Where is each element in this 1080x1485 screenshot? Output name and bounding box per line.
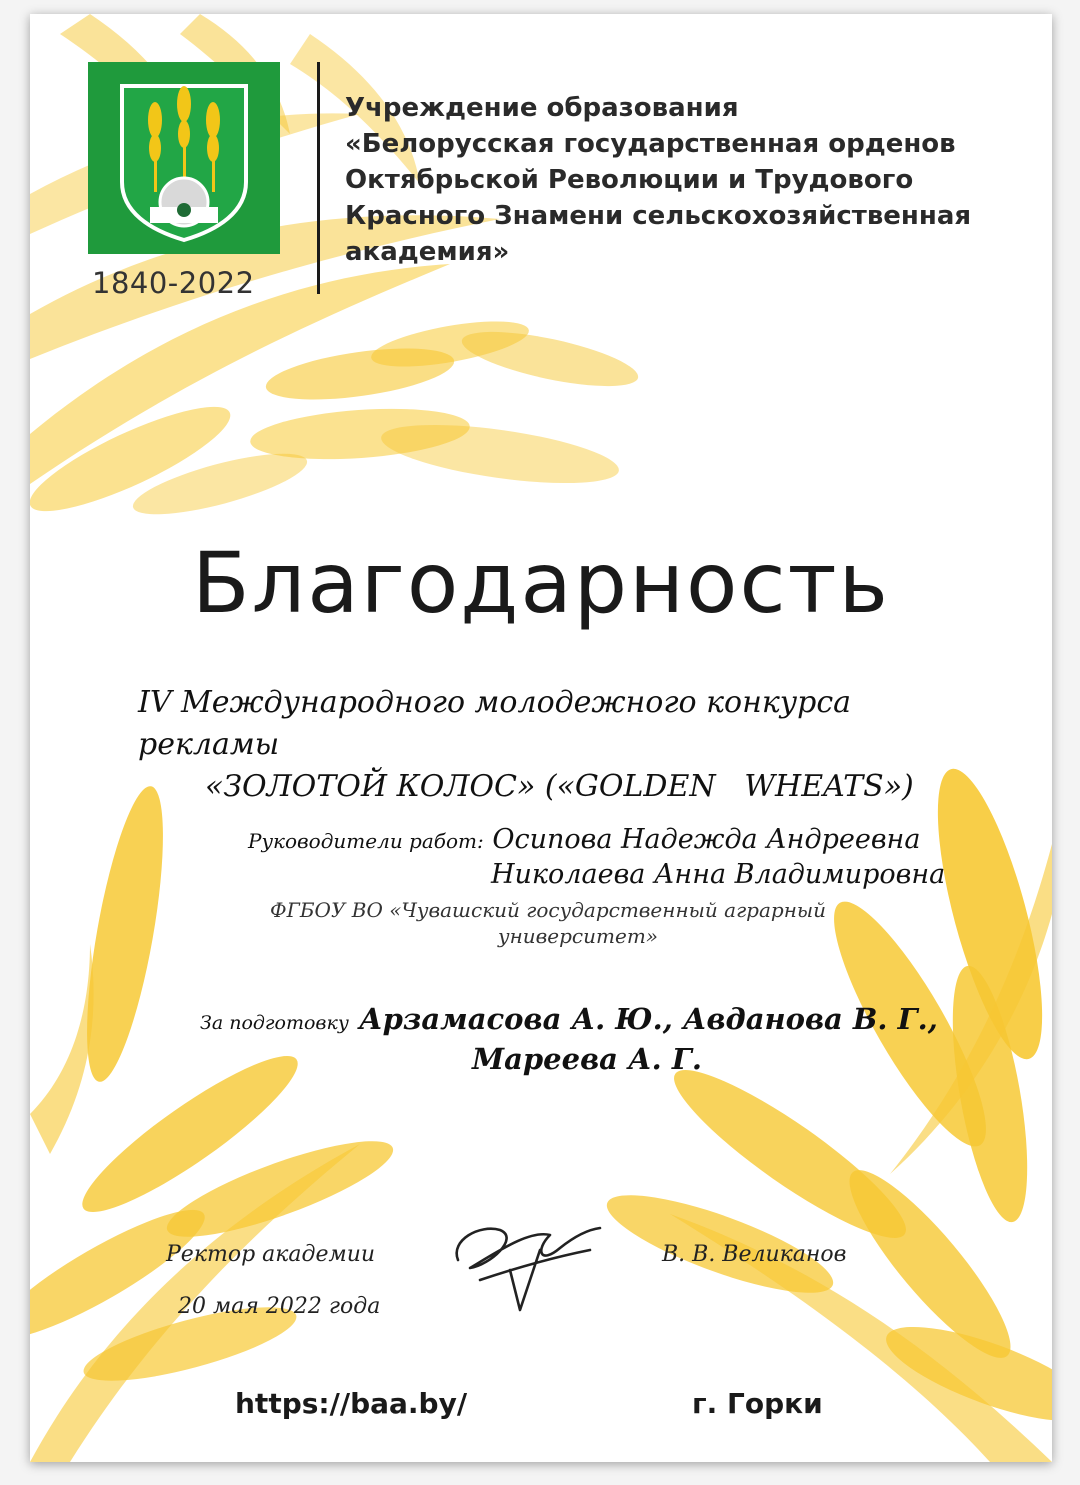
leader-name-1: Осипова Надежда Андреевна: [492, 824, 921, 855]
contest-name: [130, 682, 980, 808]
leaders-block: [248, 824, 968, 948]
contest-line-1: IV Международного молодежного конкурса рекламы: [138, 685, 852, 762]
institution-line-4: Красного Знамени сельскохозяйственная: [345, 201, 972, 231]
website-url[interactable]: https://baa.by/: [235, 1387, 468, 1420]
institution-line-1: Учреждение образования: [345, 93, 739, 123]
preparation-label: За подготовку: [200, 1012, 349, 1034]
rector-label: Ректор академии: [166, 1242, 376, 1267]
preparation-block: [200, 1002, 960, 1076]
leader-name-2: Николаева Анна Владимировна: [491, 859, 946, 890]
rector-name: В. В. Великанов: [662, 1242, 847, 1267]
rector-signature: [440, 1210, 610, 1320]
leaders-label: Руководители работ:: [248, 829, 484, 853]
institution-line-5: академия»: [345, 237, 510, 267]
leaders-organization: ФГБОУ ВО «Чувашский государственный аграрный: [270, 898, 827, 922]
institution-name: [345, 90, 1035, 270]
years-label: 1840-2022: [92, 266, 255, 300]
header-divider: [317, 62, 320, 294]
prepared-names-2: Мареева А. Г.: [472, 1042, 702, 1076]
institution-line-2: «Белорусская государственная орденов: [345, 129, 956, 159]
academy-emblem-logo: [88, 62, 280, 254]
issue-date: 20 мая 2022 года: [178, 1294, 381, 1319]
prepared-names-1: Арзамасова А. Ю., Авданова В. Г.,: [358, 1002, 938, 1036]
city-label: г. Горки: [692, 1387, 823, 1420]
certificate-title: Благодарность: [191, 534, 891, 632]
contest-line-2: «ЗОЛОТОЙ КОЛОС» («GOLDEN WHEATS»): [205, 769, 914, 804]
leaders-organization-cont: университет»: [498, 924, 659, 948]
institution-line-3: Октябрьской Революции и Трудового: [345, 165, 914, 195]
certificate-sheet: [30, 14, 1052, 1462]
